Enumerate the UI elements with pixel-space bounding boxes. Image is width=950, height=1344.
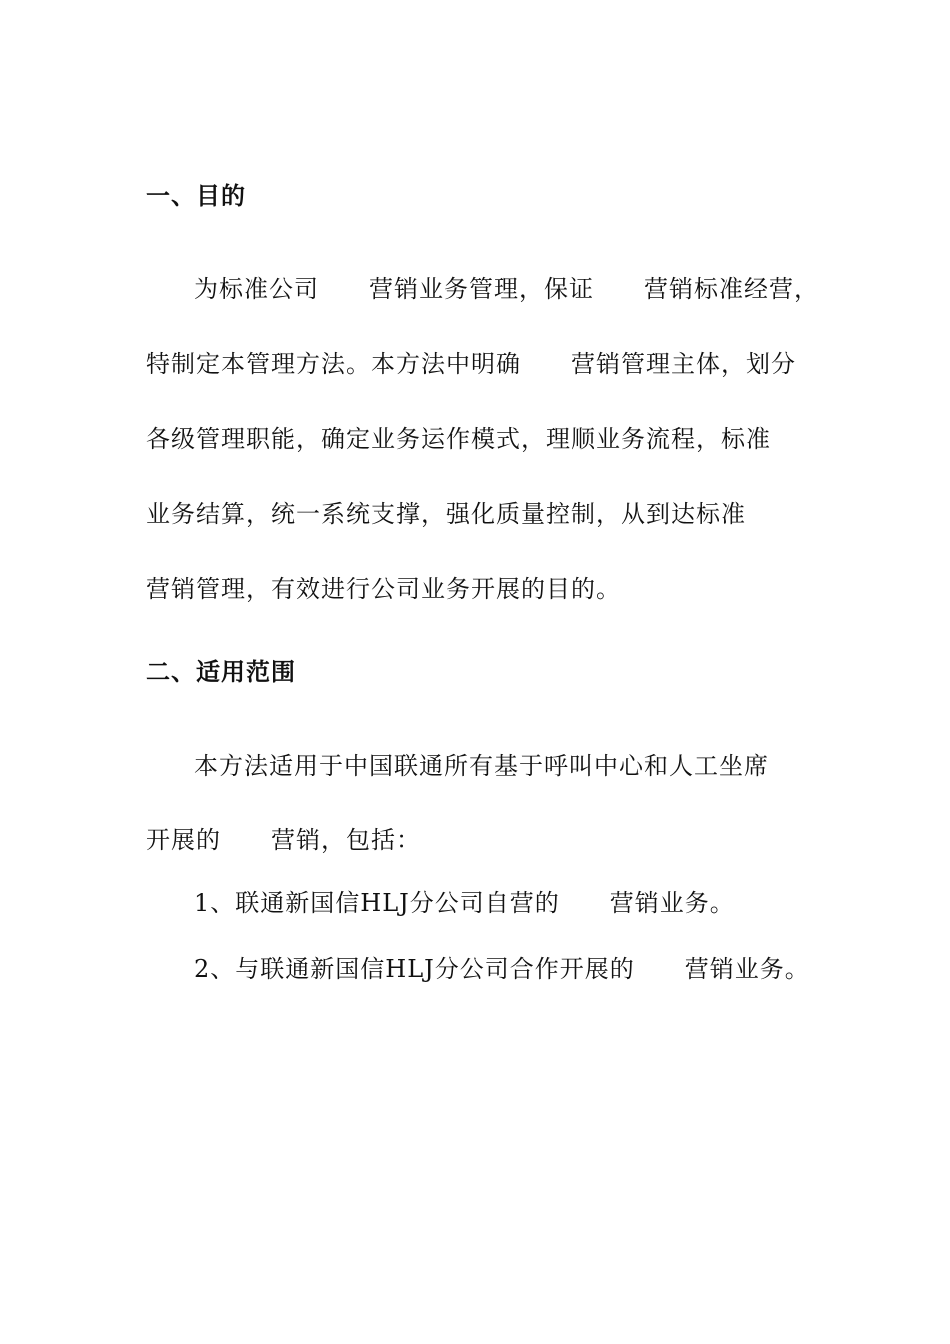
list-item: 1、联通新国信HLJ分公司自营的 营销业务。 <box>194 889 735 917</box>
section-heading-scope: 二、适用范围 <box>146 658 296 686</box>
paragraph-line: 特制定本管理方法。本方法中明确 营销管理主体，划分 <box>146 350 796 378</box>
paragraph-line: 营销管理，有效进行公司业务开展的目的。 <box>146 575 621 603</box>
paragraph-line: 业务结算，统一系统支撑，强化质量控制，从到达标准 <box>146 500 746 528</box>
section-heading-purpose: 一、目的 <box>146 182 246 210</box>
list-item: 2、与联通新国信HLJ分公司合作开展的 营销业务。 <box>194 955 810 983</box>
paragraph-line: 为标准公司 营销业务管理，保证 营销标准经营， <box>194 275 819 303</box>
paragraph-line: 各级管理职能，确定业务运作模式，理顺业务流程，标准 <box>146 425 771 453</box>
paragraph-line: 本方法适用于中国联通所有基于呼叫中心和人工坐席 <box>194 752 769 780</box>
paragraph-line: 开展的 营销，包括： <box>146 826 421 854</box>
